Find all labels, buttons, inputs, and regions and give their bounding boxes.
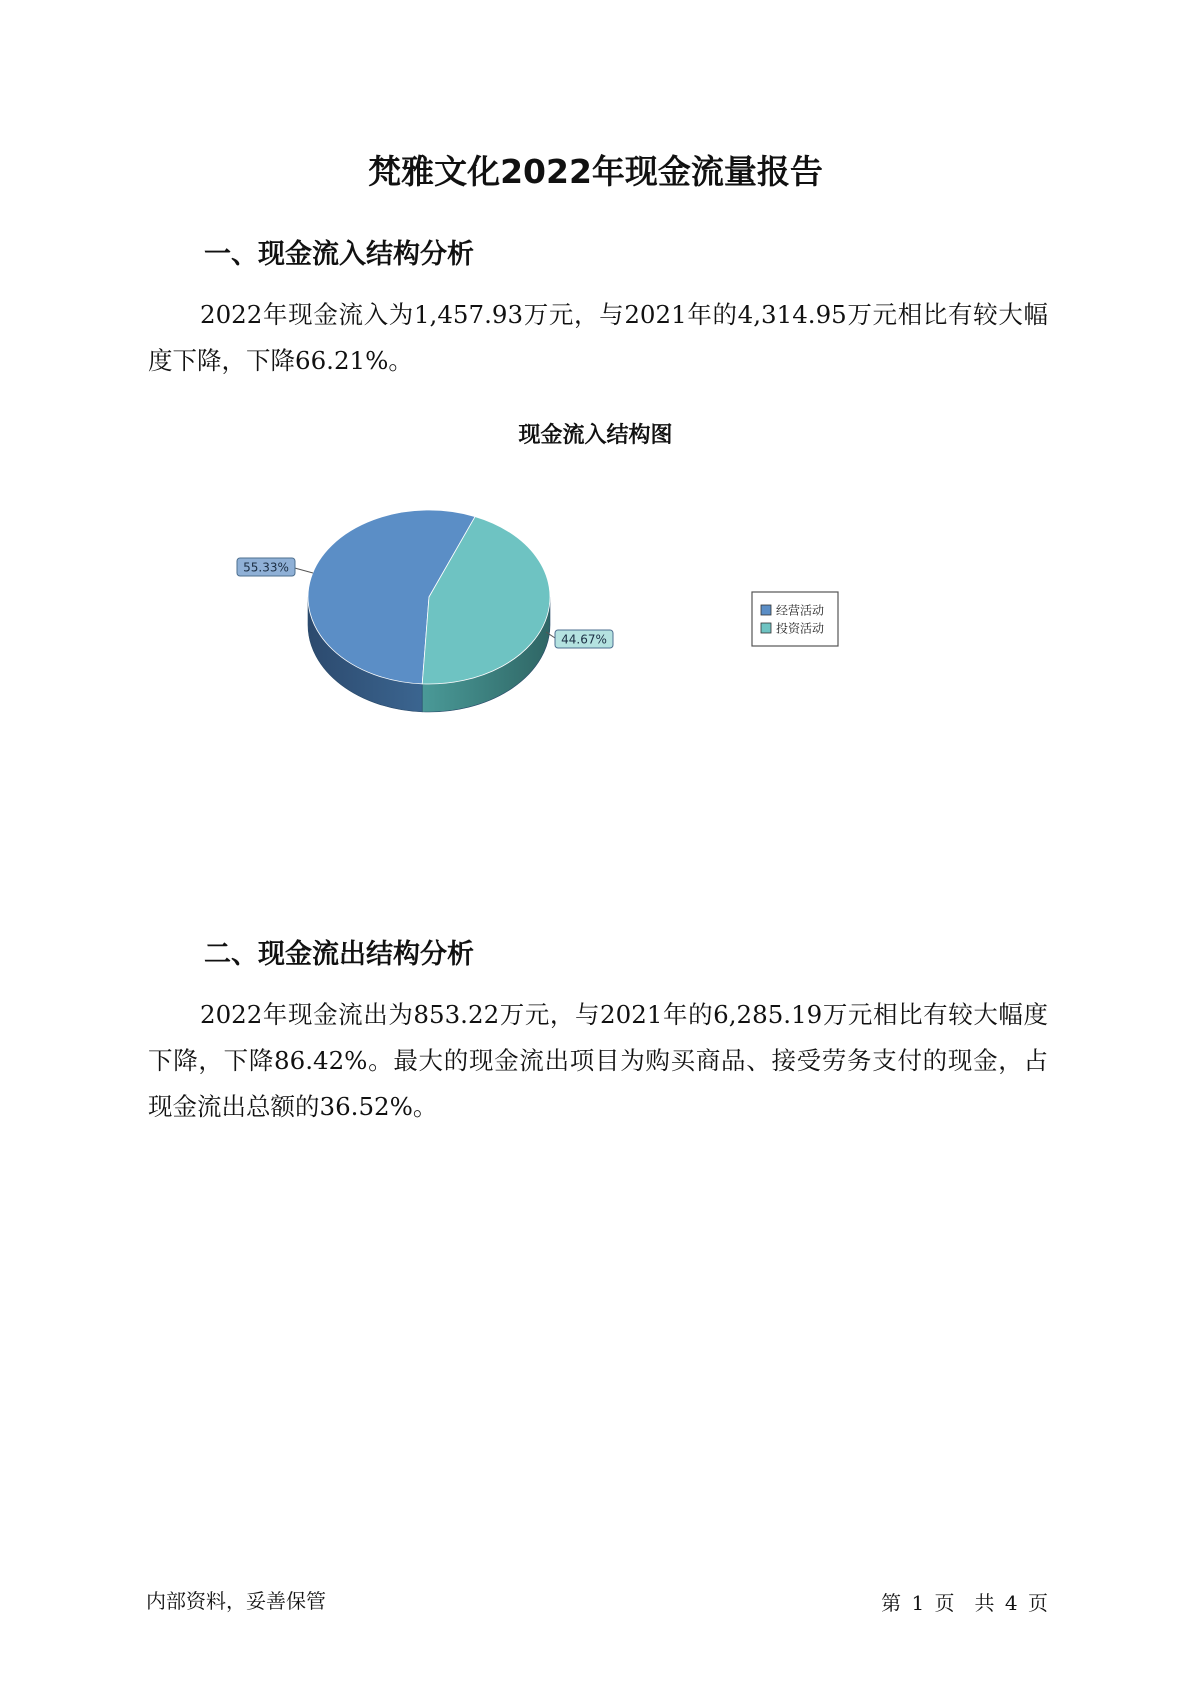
page-total: 4	[1004, 1591, 1018, 1615]
data-label: 55.33%	[243, 560, 289, 575]
legend-label: 经营活动	[776, 603, 825, 618]
section1-heading: 一、现金流入结构分析	[204, 239, 474, 270]
data-label: 44.67%	[561, 632, 607, 647]
section1-paragraph: 2022年现金流入为1,457.93万元，与2021年的4,314.95万元相比有较大幅度下降，下降66.21%。	[148, 300, 1048, 375]
section2-paragraph: 2022年现金流出为853.22万元，与2021年的6,285.19万元相比有较大幅度下降，下降86.42%。最大的现金流出项目为购买商品、接受劳务支付的现金，占现金流出总额的36.52%。	[148, 1000, 1048, 1121]
chart-legend	[752, 592, 838, 646]
footer-note: 内部资料，妥善保管	[146, 1589, 326, 1613]
legend-swatch	[761, 623, 771, 633]
pie-chart	[0, 470, 1191, 720]
legend-swatch	[761, 605, 771, 615]
page-suffix: 页	[1028, 1591, 1048, 1615]
page-number	[879, 1587, 1050, 1616]
page-mid: 页 共	[934, 1591, 995, 1615]
page-prefix: 第	[881, 1591, 902, 1615]
page-current: 1	[911, 1591, 925, 1615]
document-title: 梵雅文化2022年现金流量报告	[368, 152, 823, 191]
legend-box	[752, 592, 838, 646]
section2-heading: 二、现金流出结构分析	[204, 939, 474, 970]
chart-title: 现金流入结构图	[518, 423, 673, 448]
legend-label: 投资活动	[776, 621, 825, 636]
